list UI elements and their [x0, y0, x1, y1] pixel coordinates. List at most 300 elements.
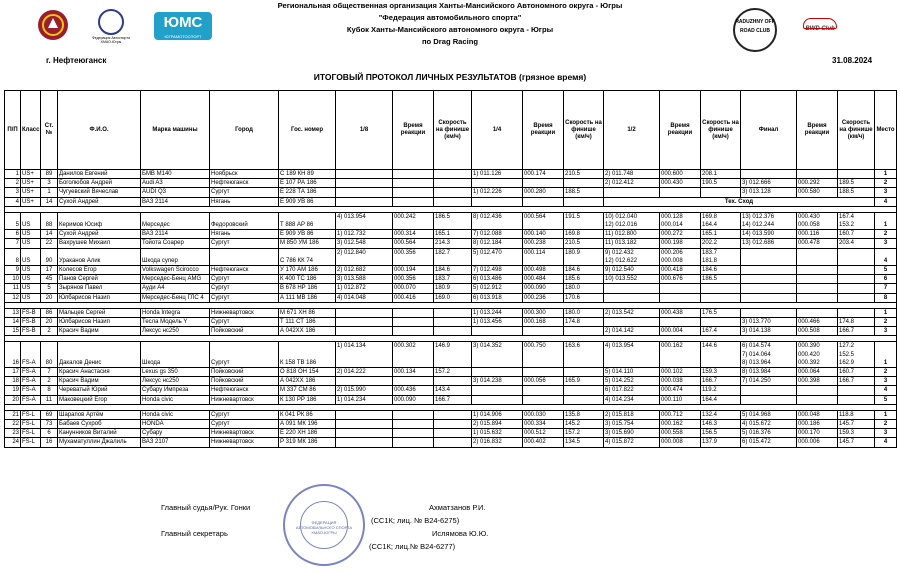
- table-cell: FS-L: [21, 420, 41, 429]
- table-cell: 000.090: [523, 284, 564, 293]
- results-table: [4, 90, 897, 448]
- table-cell: [604, 248, 660, 265]
- table-cell: [741, 179, 797, 188]
- table-cell: 20: [41, 318, 58, 327]
- header-line-3: Кубок Ханты-Мансийского автономного округа - Югры: [346, 25, 554, 34]
- table-cell: [604, 239, 660, 248]
- cell-line: 000.006: [798, 439, 820, 446]
- table-cell: [393, 318, 434, 327]
- table-cell: Audi A3: [141, 179, 210, 188]
- table-cell: 165.9: [564, 377, 604, 386]
- table-cell: 3: [875, 377, 897, 386]
- table-cell: 5) 012.912: [472, 284, 523, 293]
- table-cell: [604, 386, 660, 395]
- table-cell: [660, 410, 701, 419]
- table-cell: [838, 170, 875, 179]
- cell-line: 2) 014.142: [605, 328, 634, 335]
- table-cell: 3) 013.588: [336, 275, 393, 284]
- table-cell: [797, 239, 838, 248]
- table-cell: [434, 327, 472, 336]
- cell-line: 6) 015.472: [742, 439, 771, 446]
- table-cell: [660, 170, 701, 179]
- table-cell: [472, 368, 523, 377]
- cell-line: 12) 012.622: [605, 257, 638, 264]
- table-cell: Зырянов Павел: [58, 284, 141, 293]
- table-cell: Honda Integra: [141, 308, 210, 317]
- table-cell: Е 228 ТА 186: [279, 188, 336, 197]
- table-cell: 8) 012.184: [472, 239, 523, 248]
- table-cell: [336, 318, 393, 327]
- table-row: [5, 248, 897, 265]
- table-cell: [741, 438, 797, 447]
- table-cell: 000.564: [393, 239, 434, 248]
- table-cell: К 041 РК 86: [279, 410, 336, 419]
- column-header: П/П: [5, 91, 21, 170]
- cell-line: 7) 014.250: [742, 378, 771, 385]
- table-cell: 169.8: [564, 230, 604, 239]
- table-cell: 000.314: [393, 230, 434, 239]
- table-cell: [604, 420, 660, 429]
- cell-line: 000.292: [798, 180, 820, 187]
- cell-line: 152.5: [839, 351, 855, 358]
- table-cell: К 130 РР 186: [279, 395, 336, 404]
- table-cell: [797, 438, 838, 447]
- table-cell: Е 909 УВ 86: [279, 197, 336, 206]
- cell-line: 000.058: [798, 222, 820, 229]
- cell-line: 000.392: [798, 359, 820, 366]
- cell-line: 000.478: [798, 240, 820, 247]
- table-cell: [838, 293, 875, 302]
- column-header: Ст. №: [41, 91, 58, 170]
- table-cell: 4: [875, 248, 897, 265]
- table-cell: [660, 293, 701, 302]
- table-cell: [393, 327, 434, 336]
- table-cell: [741, 248, 797, 265]
- table-cell: ВАЗ 2114: [141, 197, 210, 206]
- table-cell: [604, 179, 660, 188]
- table-cell: ВАЗ 2114: [141, 230, 210, 239]
- cell-line: 000.206: [661, 249, 683, 256]
- column-header: Ф.И.О.: [58, 91, 141, 170]
- cell-line: 153.2: [839, 222, 855, 229]
- table-cell: [523, 179, 564, 188]
- table-cell: 11: [5, 284, 21, 293]
- table-cell: 5: [875, 266, 897, 275]
- table-cell: 7) 012.088: [472, 230, 523, 239]
- table-cell: 69: [41, 410, 58, 419]
- cell-line: 160.7: [839, 369, 855, 376]
- table-cell: [797, 293, 838, 302]
- cell-line: 164.4: [702, 396, 718, 403]
- cell-line: 164.4: [702, 222, 718, 229]
- table-cell: [660, 318, 701, 327]
- cell-line: 169.8: [702, 213, 718, 220]
- table-cell: 2) 016.832: [472, 438, 523, 447]
- table-cell: 163.6: [564, 342, 604, 368]
- table-cell: ВАЗ 2107: [141, 438, 210, 447]
- table-cell: 000.416: [393, 293, 434, 302]
- table-cell: БМВ М140: [141, 170, 210, 179]
- cell-line: 000.558: [661, 430, 683, 437]
- table-row: [5, 284, 897, 293]
- cell-line: 000.116: [798, 231, 820, 238]
- table-cell: [701, 212, 741, 229]
- cell-line: 8) 013.984: [742, 369, 771, 376]
- table-cell: [741, 327, 797, 336]
- cell-line: 14) 012.244: [742, 222, 775, 229]
- column-header: Город: [210, 91, 279, 170]
- cell-line: 000.186: [798, 421, 820, 428]
- table-cell: [741, 368, 797, 377]
- table-cell: [660, 308, 701, 317]
- table-cell: 8: [875, 293, 897, 302]
- table-cell: [434, 318, 472, 327]
- table-cell: 174.8: [564, 318, 604, 327]
- cell-line: 5) 014.252: [605, 378, 634, 385]
- table-cell: А 111 МВ 186: [279, 293, 336, 302]
- table-cell: [741, 212, 797, 229]
- table-cell: 11: [41, 395, 58, 404]
- table-cell: [701, 377, 741, 386]
- cell-line: 9) 012.540: [605, 267, 634, 274]
- table-cell: [701, 188, 741, 197]
- table-cell: [336, 410, 393, 419]
- cell-line: 3) 015.754: [605, 421, 634, 428]
- table-cell: Нефтеюганск: [210, 179, 279, 188]
- table-cell: Мухаматуллин Джалиль: [58, 438, 141, 447]
- table-cell: 5: [875, 395, 897, 404]
- table-cell: US+: [21, 188, 41, 197]
- cell-line: 000.580: [798, 189, 820, 196]
- cell-line: 000.064: [798, 369, 820, 376]
- table-row: [5, 395, 897, 404]
- cell-line: 000.198: [661, 240, 683, 247]
- header-line-2: "Федерация автомобильного спорта": [378, 13, 522, 22]
- table-cell: 000.402: [523, 438, 564, 447]
- table-cell: 22: [41, 239, 58, 248]
- table-row: [5, 438, 897, 447]
- table-cell: Сургут: [210, 420, 279, 429]
- table-cell: 135.8: [564, 410, 604, 419]
- table-cell: 20: [5, 395, 21, 404]
- column-header: Время реакции: [393, 91, 434, 170]
- column-header: Время реакции: [660, 91, 701, 170]
- table-cell: [660, 266, 701, 275]
- column-header: 1/4: [472, 91, 523, 170]
- table-cell: 000.498: [523, 266, 564, 275]
- table-cell: [660, 386, 701, 395]
- table-row: [5, 308, 897, 317]
- table-cell: 166.7: [434, 395, 472, 404]
- judge-name: Ахматзанов Р.И.: [429, 503, 486, 512]
- table-cell: Колесов Егор: [58, 266, 141, 275]
- table-cell: [393, 308, 434, 317]
- table-cell: [838, 377, 875, 386]
- table-cell: [838, 284, 875, 293]
- table-row: [5, 197, 897, 206]
- table-cell: [797, 420, 838, 429]
- table-cell: Honda civic: [141, 395, 210, 404]
- cell-line: 11) 013.182: [605, 240, 637, 247]
- table-cell: 3: [875, 327, 897, 336]
- cell-line: 145.7: [839, 421, 855, 428]
- table-cell: 1: [5, 170, 21, 179]
- cell-line: 167.4: [702, 328, 718, 335]
- column-header: Время реакции: [523, 91, 564, 170]
- header-text: [215, 0, 685, 48]
- table-row: [5, 429, 897, 438]
- table-cell: Е 107 РА 186: [279, 179, 336, 188]
- table-cell: Красич Вадим: [58, 327, 141, 336]
- table-cell: 000.484: [523, 275, 564, 284]
- table-cell: 184.6: [564, 266, 604, 275]
- table-cell: US: [21, 266, 41, 275]
- secretary-name: Ислямова Ю.Ю.: [432, 529, 489, 538]
- cell-line: 165.1: [702, 231, 718, 238]
- table-cell: 1) 011.126: [472, 170, 523, 179]
- table-cell: 5) 012.470: [472, 248, 523, 265]
- table-cell: [434, 308, 472, 317]
- cell-line: 176.5: [702, 309, 718, 316]
- cell-line: 12) 012.016: [605, 222, 638, 229]
- column-header: Скорость на финише (км/ч): [838, 91, 875, 170]
- cell-line: 4) 015.872: [605, 439, 634, 446]
- table-cell: 4: [5, 197, 21, 206]
- federation-logo: Федерация Автоспорта ХМАО-Югры: [87, 9, 135, 47]
- cell-line: 167.4: [839, 213, 855, 220]
- column-header: Гос. номер: [279, 91, 336, 170]
- table-cell: 2: [875, 368, 897, 377]
- table-cell: 7: [41, 368, 58, 377]
- table-cell: [741, 395, 797, 404]
- table-cell: 000.512: [523, 429, 564, 438]
- cell-line: 188.5: [839, 189, 855, 196]
- column-header: Финал: [741, 91, 797, 170]
- table-cell: [393, 179, 434, 188]
- cell-line: 5) 014.110: [605, 369, 634, 376]
- table-cell: 180.0: [564, 284, 604, 293]
- table-cell: [838, 318, 875, 327]
- table-cell: 7: [875, 284, 897, 293]
- table-cell: 000.236: [523, 293, 564, 302]
- table-cell: HONDA: [141, 420, 210, 429]
- cell-line: 2) 013.542: [605, 309, 634, 316]
- table-cell: [741, 318, 797, 327]
- table-cell: 000.090: [393, 395, 434, 404]
- table-cell: Мерседес: [141, 212, 210, 229]
- cell-line: 000.004: [661, 328, 683, 335]
- table-row: [5, 179, 897, 188]
- regional-emblem-logo: [38, 10, 68, 40]
- table-cell: Ураканов Алик: [58, 248, 141, 265]
- table-cell: 8: [5, 248, 21, 265]
- table-cell: Чугуевский Вячеслав: [58, 188, 141, 197]
- table-cell: [838, 420, 875, 429]
- table-cell: [797, 248, 838, 265]
- table-cell: [797, 410, 838, 419]
- cell-line: 000.162: [661, 343, 683, 350]
- cell-line: 5) 014.968: [742, 411, 771, 418]
- table-cell: [838, 179, 875, 188]
- table-cell: Шкода: [141, 342, 210, 368]
- table-cell: Нижневартовск: [210, 438, 279, 447]
- table-cell: [564, 197, 604, 206]
- table-cell: 80: [41, 342, 58, 368]
- cell-line: 000.048: [798, 411, 820, 418]
- table-cell: Лексус нс250: [141, 327, 210, 336]
- table-row: [5, 239, 897, 248]
- table-row: [5, 377, 897, 386]
- table-cell: [393, 197, 434, 206]
- table-cell: Красич Вадим: [58, 377, 141, 386]
- table-cell: 145.2: [564, 420, 604, 429]
- table-cell: 000.056: [523, 377, 564, 386]
- table-cell: [660, 377, 701, 386]
- table-cell: А 042ХХ 186: [279, 327, 336, 336]
- table-cell: Дакалов Денис: [58, 342, 141, 368]
- table-cell: Нягань: [210, 230, 279, 239]
- table-cell: US: [21, 284, 41, 293]
- table-cell: US: [21, 293, 41, 302]
- table-cell: 2: [875, 230, 897, 239]
- table-cell: FS-L: [21, 438, 41, 447]
- column-header: Скорость на финише (км/ч): [434, 91, 472, 170]
- cell-line: 184.6: [702, 267, 718, 274]
- table-cell: [838, 410, 875, 419]
- cell-line: 000.398: [798, 378, 820, 385]
- table-cell: 1: [875, 170, 897, 179]
- table-cell: [838, 438, 875, 447]
- table-cell: Череватый Юрий: [58, 386, 141, 395]
- table-row: [5, 212, 897, 229]
- table-cell: [604, 284, 660, 293]
- table-cell: [604, 170, 660, 179]
- cell-line: 6) 014.574: [742, 343, 771, 350]
- cell-line: 186.5: [702, 276, 718, 283]
- table-cell: [838, 275, 875, 284]
- cell-line: 3) 014.138: [742, 328, 771, 335]
- table-cell: 210.5: [564, 170, 604, 179]
- cell-line: 000.430: [798, 213, 820, 220]
- table-cell: Volkswagen Scirocco: [141, 266, 210, 275]
- table-cell: 184.6: [434, 266, 472, 275]
- table-cell: 2: [41, 327, 58, 336]
- cell-line: 13) 012.376: [742, 213, 775, 220]
- table-cell: 188.5: [564, 188, 604, 197]
- table-cell: [393, 170, 434, 179]
- table-cell: 180.0: [564, 308, 604, 317]
- table-cell: [797, 395, 838, 404]
- table-cell: [336, 170, 393, 179]
- table-cell: 2: [41, 377, 58, 386]
- table-cell: 000.564: [523, 212, 564, 229]
- table-cell: [336, 308, 393, 317]
- table-cell: [604, 275, 660, 284]
- table-cell: [701, 395, 741, 404]
- table-cell: 000.356: [393, 248, 434, 265]
- table-cell: Сухой Андрей: [58, 230, 141, 239]
- cell-line: 166.7: [839, 378, 855, 385]
- table-cell: [434, 170, 472, 179]
- table-cell: Юлбарисов Назип: [58, 293, 141, 302]
- table-cell: Сургут: [210, 284, 279, 293]
- table-cell: Лексус нс250: [141, 377, 210, 386]
- table-cell: У 170 АМ 186: [279, 266, 336, 275]
- table-cell: [660, 248, 701, 265]
- table-cell: Сургут: [210, 188, 279, 197]
- table-cell: [604, 230, 660, 239]
- table-cell: 157.2: [434, 368, 472, 377]
- official-stamp: ФЕДЕРАЦИЯ АВТОМОБИЛЬНОГО СПОРТА ХМАО-ЮГРЫ: [283, 484, 365, 566]
- table-cell: 8: [41, 386, 58, 395]
- table-cell: [336, 197, 393, 206]
- table-cell: [660, 179, 701, 188]
- table-header-row: [5, 91, 897, 170]
- table-cell: [838, 248, 875, 265]
- table-cell: 3) 014.238: [472, 377, 523, 386]
- table-cell: [523, 327, 564, 336]
- table-cell: [701, 368, 741, 377]
- table-cell: 23: [5, 429, 21, 438]
- table-cell: [564, 179, 604, 188]
- cell-line: 208.1: [702, 171, 718, 177]
- table-cell: 20: [41, 293, 58, 302]
- table-cell: 6: [875, 275, 897, 284]
- table-cell: Ноябрьск: [210, 170, 279, 179]
- table-cell: К 400 ТС 186: [279, 275, 336, 284]
- table-cell: Нижневартовск: [210, 429, 279, 438]
- table-cell: FS-A: [21, 395, 41, 404]
- table-cell: [604, 377, 660, 386]
- table-cell: [434, 197, 472, 206]
- table-cell: 5: [41, 284, 58, 293]
- table-cell: А 091 МК 196: [279, 420, 336, 429]
- table-cell: 157.2: [564, 429, 604, 438]
- cell-line: 183.7: [702, 249, 718, 256]
- table-cell: 22: [5, 420, 21, 429]
- table-cell: Маковецкий Егор: [58, 395, 141, 404]
- table-cell: Нижневартовск: [210, 395, 279, 404]
- table-cell: Субару: [141, 429, 210, 438]
- table-cell: US+: [21, 197, 41, 206]
- cell-line: 000.272: [661, 231, 683, 238]
- table-cell: [741, 284, 797, 293]
- judge-license: (СС1К; лиц. № В24-6275): [371, 516, 460, 525]
- table-cell: [701, 342, 741, 368]
- table-cell: [523, 368, 564, 377]
- table-cell: [797, 188, 838, 197]
- table-row: [5, 410, 897, 419]
- table-cell: Сургут: [210, 410, 279, 419]
- city-label: г. Нефтеюганск: [46, 56, 107, 65]
- table-cell: 214.3: [434, 239, 472, 248]
- table-cell: Тесла Модель Y: [141, 318, 210, 327]
- table-cell: 165.1: [434, 230, 472, 239]
- cell-line: 156.5: [702, 430, 718, 437]
- cell-line: 3) 015.690: [605, 430, 634, 437]
- table-cell: 186.5: [434, 212, 472, 229]
- column-header: Место: [875, 91, 897, 170]
- cell-line: 4) 015.672: [742, 421, 771, 428]
- table-cell: [660, 188, 701, 197]
- table-cell: [741, 410, 797, 419]
- bwd-club-logo: BWD Club: [800, 16, 840, 40]
- table-cell: 6) 013.486: [472, 275, 523, 284]
- table-cell: 18: [5, 377, 21, 386]
- table-cell: 000.242: [393, 212, 434, 229]
- table-cell: [701, 239, 741, 248]
- table-cell: [741, 386, 797, 395]
